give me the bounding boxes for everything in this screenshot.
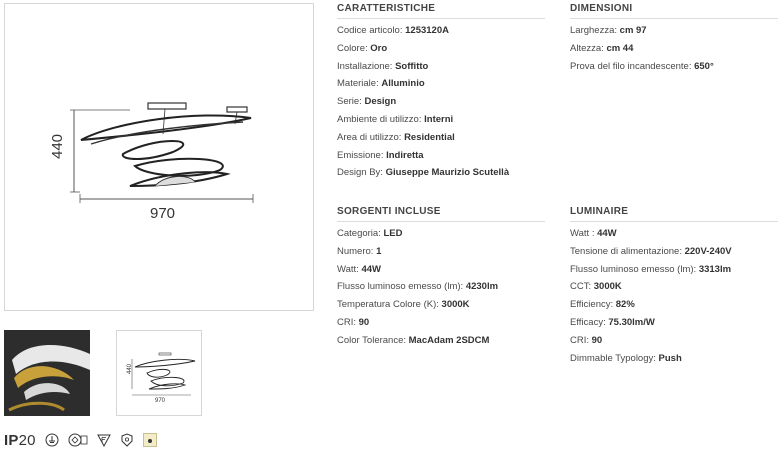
spec-row-altezza: Altezza: cm 44 [570, 42, 634, 54]
luminaire-list [570, 225, 778, 367]
spec-row-tensione: Tensione di alimentazione: 220V-240V [570, 245, 732, 257]
spec-row-installazione: Installazione: Soffitto [337, 60, 429, 72]
spec-row-efficacy: Efficacy: 75.30lm/W [570, 316, 655, 328]
product-photo-thumbnail[interactable] [4, 330, 90, 416]
spec-row-materiale: Materiale: Alluminio [337, 78, 425, 90]
height-dimension-label: 440 [49, 133, 66, 159]
enec-mark-icon [68, 433, 88, 447]
spec-row-dimmable: Dimmable Typology: Push [570, 352, 682, 364]
spec-row-larghezza: Larghezza: cm 97 [570, 25, 647, 36]
sorgenti-divider [337, 221, 545, 222]
spec-row-numero: Numero: 1 [337, 245, 382, 257]
width-dimension-label: 970 [150, 205, 176, 222]
certification-icons [4, 430, 157, 450]
spec-row-serie: Serie: Design [337, 96, 397, 108]
luminaire-divider [570, 221, 778, 222]
f-triangle-icon [97, 433, 111, 447]
class-i-earth-icon [45, 433, 59, 447]
technical-drawing-thumbnail[interactable] [116, 330, 202, 416]
spec-row-filo-incandescente: Prova del filo incandescente: 650° [570, 60, 714, 72]
spec-row-colore: Colore: Oro [337, 42, 388, 54]
spec-row-cri: CRI: 90 [337, 316, 370, 328]
spec-row-area: Area di utilizzo: Residential [337, 131, 455, 143]
led-source-icon [143, 433, 157, 447]
caratteristiche-title: CARATTERISTICHE [337, 3, 436, 14]
spec-row-flusso: Flusso luminoso emesso (lm): 4230lm [337, 281, 499, 293]
spec-row-efficiency: Efficiency: 82% [570, 299, 635, 311]
spec-row-design-by: Design By: Giuseppe Maurizio Scutellà [337, 167, 510, 179]
luminaire-title: LUMINAIRE [570, 206, 629, 217]
sorgenti-title: SORGENTI INCLUSE [337, 206, 441, 217]
ip-rating: IP20 [4, 431, 36, 449]
spec-row-watt: Watt: 44W [337, 263, 382, 275]
caratteristiche-list [337, 22, 562, 182]
thumb-height-label: 440 [127, 363, 133, 374]
spec-row-lum-watt: Watt : 44W [570, 228, 617, 239]
spec-row-cct: CCT: 3000K [570, 281, 622, 293]
dimensioni-divider [570, 18, 778, 19]
dimensioni-list [570, 22, 778, 75]
main-product-drawing[interactable] [4, 3, 314, 311]
caratteristiche-divider [337, 18, 545, 19]
spec-row-temperatura: Temperatura Colore (K): 3000K [337, 299, 470, 311]
thumb-width-label: 970 [155, 398, 166, 404]
spec-row-codice: Codice articolo: 1253120A [337, 25, 449, 36]
spec-row-ambiente: Ambiente di utilizzo: Interni [337, 113, 454, 125]
spec-row-lum-cri: CRI: 90 [570, 334, 603, 346]
dimensioni-title: DIMENSIONI [570, 3, 633, 14]
spec-row-lum-flusso: Flusso luminoso emesso (lm): 3313lm [570, 263, 732, 275]
ipx-shield-icon [120, 433, 134, 447]
sorgenti-list [337, 225, 562, 350]
spec-row-color-tolerance: Color Tolerance: MacAdam 2SDCM [337, 334, 490, 346]
spec-row-categoria: Categoria: LED [337, 228, 403, 239]
spec-row-emissione: Emissione: Indiretta [337, 149, 424, 161]
